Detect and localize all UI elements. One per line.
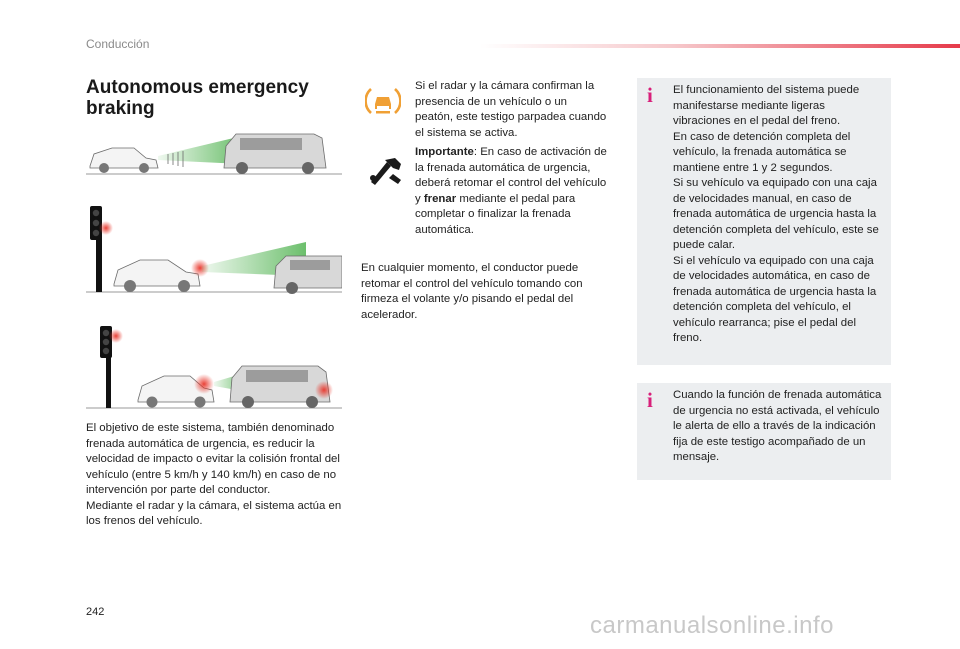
brake-emphasis: frenar	[423, 192, 457, 205]
info-line: Si su vehículo va equipado con una caja de velocidades manual, en caso de frenada automática de urgencia hasta la detención completa del vehículo, este se puede calar.	[673, 177, 879, 251]
info-box-deactivated	[637, 383, 891, 480]
intro-paragraph-2: Mediante el radar y la cámara, el sistema actúa en los frenos del vehículo.	[86, 499, 342, 527]
page-title: Autonomous emergency braking	[86, 77, 309, 119]
info-icon: i	[647, 83, 653, 107]
info-line: El funcionamiento del sistema puede manifestarse mediante ligeras vibraciones en el pedal del freno.	[673, 84, 860, 127]
intro-paragraph-1: El objetivo de este sistema, también denominado frenada automática de urgencia, es reducir la velocidad de impacto o evitar la colisión frontal del vehículo (entre 5 km/h y 140 km/h) en caso de no intervención por parte del conductor.	[86, 422, 340, 496]
important-note: Importante: En caso de activación de la frenada automática de urgencia, deberá retomar el control del vehículo y frenar mediante el pedal para completar o finalizar la frenada automática.	[415, 146, 607, 236]
info-box-deactivated-text: Cuando la función de frenada automática de urgencia no está activada, el vehículo le alerta de ello a través de la indicación fija de este testigo acompañado de un mensaje.	[673, 389, 882, 463]
info-box-operation	[637, 78, 891, 365]
important-label: Importante	[415, 146, 474, 158]
info-line: Si el vehículo va equipado con una caja de velocidades automática, en caso de frenada automática de urgencia hasta la detención completa del vehículo, el vehículo rearranca; pise el pedal del freno.	[673, 254, 877, 344]
info-line: En caso de detención completa del vehículo, la frenada automática se mantiene entre 1 y 2 segundos.	[673, 130, 851, 174]
info-box-operation-text	[673, 83, 883, 347]
illustration-car-follows-van	[86, 128, 342, 184]
hand-on-wheel-icon	[365, 154, 405, 193]
collision-warning-lamp-icon	[365, 84, 401, 123]
illustration-traffic-light-car-van	[86, 200, 342, 296]
watermark: carmanualsonline.info	[590, 612, 834, 639]
info-icon: i	[647, 388, 653, 412]
header-accent-bar	[480, 44, 960, 48]
warning-lamp-text: Si el radar y la cámara confirman la presencia de un vehículo o un peatón, este testigo parpadea cuando el sistema se activa.	[415, 80, 607, 139]
driver-control-note: En cualquier momento, el conductor puede retomar el control del vehículo tomando con firmeza el volante y/o pisando el pedal del acelerador.	[361, 262, 583, 321]
intro-text	[86, 421, 344, 530]
illustration-imminent-collision	[86, 322, 342, 412]
page-number: 242	[86, 606, 105, 618]
section-title: Conducción	[86, 37, 150, 51]
